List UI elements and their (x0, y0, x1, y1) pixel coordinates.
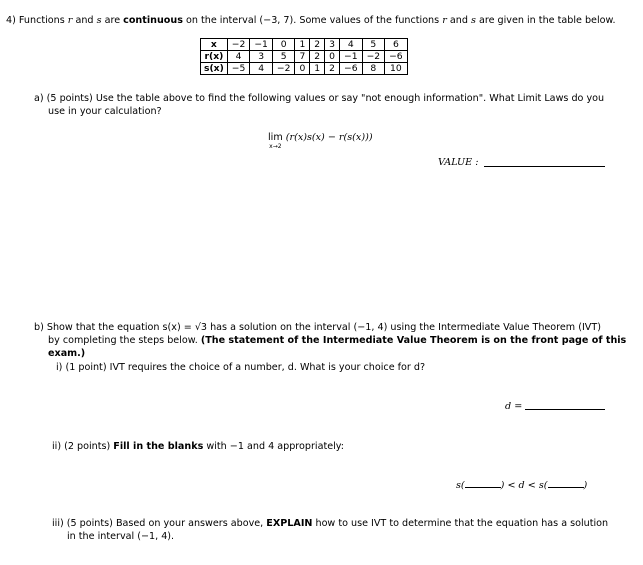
sub-ii-bold: Fill in the blanks (113, 441, 204, 452)
lim-subscript: x→2 (269, 143, 282, 150)
table-cell: −6 (340, 63, 363, 75)
table-cell: −1 (250, 39, 273, 51)
sub-iii-post: how to use IVT to determine that the equation has a solution (315, 518, 609, 529)
sub-ii-post: with −1 and 4 appropriately: (206, 441, 345, 452)
table-cell: −2 (272, 63, 295, 75)
table-cell: 8 (362, 63, 385, 75)
value-label: VALUE : (438, 157, 479, 168)
table-cell: 4 (227, 51, 250, 63)
value-answer-line[interactable] (484, 166, 605, 167)
sub-question-iii (52, 518, 608, 529)
intro-and-2: and (449, 15, 468, 26)
table-cell: 4 (340, 39, 363, 51)
intro-are: are (104, 15, 121, 26)
part-b-line1: b) Show that the equation s(x) = √3 has a solution on the interval (−1, 4) using the Intermediate Value Theorem (IVT) (34, 322, 601, 333)
row-label: x (201, 39, 228, 51)
part-a-line2: use in your calculation? (48, 106, 162, 117)
intro-post: are given in the table below. (478, 15, 616, 26)
var-s-2: s (470, 15, 476, 26)
limit-body: (r(x)s(x) − r(s(x))) (285, 132, 373, 143)
sub-question-iii-line2: in the interval (−1, 4). (67, 531, 175, 542)
table-cell: 7 (295, 51, 310, 63)
question-intro (6, 15, 616, 26)
limit-expression (268, 132, 373, 150)
table-cell: 0 (272, 39, 295, 51)
table-cell: 1 (310, 63, 325, 75)
intro-and: and (75, 15, 94, 26)
ineq-middle: ) < d < s( (500, 480, 548, 491)
row-label: r(x) (201, 51, 228, 63)
var-r-2: r (442, 15, 447, 26)
table-row-r (201, 51, 408, 63)
table-cell: 2 (310, 39, 325, 51)
intro-pre: Functions (18, 15, 65, 26)
table-cell: −5 (227, 63, 250, 75)
table-cell: 0 (295, 63, 310, 75)
part-b-line2-bold: (The statement of the Intermediate Value Theorem is on the front page of this (200, 335, 627, 346)
table-cell: −6 (385, 51, 408, 63)
part-b-line3: exam.) (48, 348, 86, 359)
table-cell: −1 (340, 51, 363, 63)
part-b-line2-pre: by completing the steps below. (48, 335, 198, 346)
table-cell: −2 (362, 51, 385, 63)
table-cell: −2 (227, 39, 250, 51)
part-a-line1: a) (5 points) Use the table above to find the following values or say "not enough information". What Limit Laws do you (34, 93, 605, 104)
inequality (456, 478, 587, 491)
sub-question-i: i) (1 point) IVT requires the choice of a number, d. What is your choice for d? (56, 362, 426, 373)
table-cell: 10 (385, 63, 408, 75)
table-cell: 2 (310, 51, 325, 63)
blank-right[interactable] (548, 478, 584, 488)
table-cell: 1 (295, 39, 310, 51)
blank-left[interactable] (465, 478, 501, 488)
table-cell: 3 (250, 51, 273, 63)
table-cell: 3 (325, 39, 340, 51)
ineq-close: ) (583, 480, 588, 491)
sub-question-ii (52, 441, 344, 452)
sub-iii-pre: iii) (5 points) Based on your answers above, (52, 518, 264, 529)
lim-word: lim (268, 132, 283, 143)
d-answer-line[interactable] (525, 409, 605, 410)
table-cell: 2 (325, 63, 340, 75)
table-row-s (201, 63, 408, 75)
continuous-label: continuous (123, 15, 183, 26)
table-cell: 5 (272, 51, 295, 63)
sub-iii-bold: EXPLAIN (266, 518, 313, 529)
var-r: r (67, 15, 73, 26)
table-cell: 0 (325, 51, 340, 63)
d-label: d = (505, 401, 523, 412)
intro-mid: on the interval (−3, 7). Some values of the functions (186, 15, 440, 26)
table-cell: 4 (250, 63, 273, 75)
table-cell: 6 (385, 39, 408, 51)
table-cell: 5 (362, 39, 385, 51)
question-number: 4) (6, 15, 16, 26)
table-row-x (201, 39, 408, 51)
ineq-s-left: s( (456, 480, 465, 491)
row-label: s(x) (201, 63, 228, 75)
part-b-line2 (48, 335, 626, 346)
values-table (200, 38, 408, 75)
var-s: s (96, 15, 102, 26)
sub-ii-pre: ii) (2 points) (52, 441, 111, 452)
